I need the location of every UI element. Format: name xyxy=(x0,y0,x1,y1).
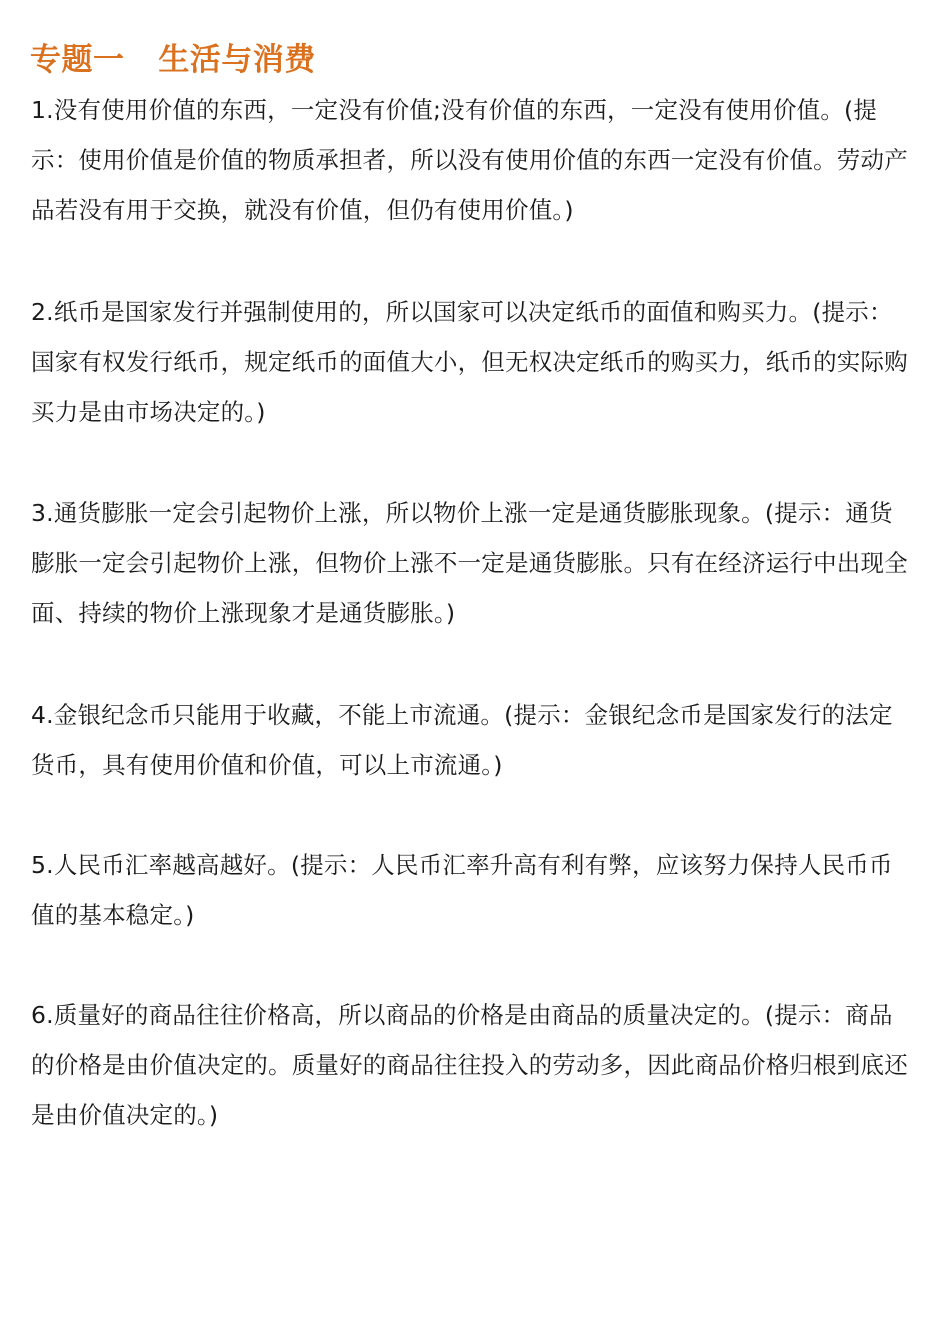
question-item-6: 6.质量好的商品往往价格高，所以商品的价格是由商品的质量决定的。(提示：商品的价格是由价值决定的。质量好的商品往往投入的劳动多，因此商品价格归根到底还是由价值决定的。) xyxy=(31,1001,908,1129)
question-item-3: 3.通货膨胀一定会引起物价上涨，所以物价上涨一定是通货膨胀现象。(提示：通货膨胀一定会引起物价上涨，但物价上涨不一定是通货膨胀。只有在经济运行中出现全面、持续的物价上涨现象才是通货膨胀。) xyxy=(31,499,908,627)
question-item-5: 5.人民币汇率越高越好。(提示：人民币汇率升高有利有弊，应该努力保持人民币币值的基本稳定。) xyxy=(31,851,893,929)
section-title: 专题一 生活与消费 xyxy=(30,42,316,78)
question-item-2: 2.纸币是国家发行并强制使用的，所以国家可以决定纸币的面值和购买力。(提示：国家有权发行纸币，规定纸币的面值大小，但无权决定纸币的购买力，纸币的实际购买力是由市场决定的。) xyxy=(31,298,908,426)
question-item-4: 4.金银纪念币只能用于收藏，不能上市流通。(提示：金银纪念币是国家发行的法定货币，具有使用价值和价值，可以上市流通。) xyxy=(31,701,893,779)
question-item-1: 1.没有使用价值的东西，一定没有价值;没有价值的东西，一定没有使用价值。(提示：使用价值是价值的物质承担者，所以没有使用价值的东西一定没有价值。劳动产品若没有用于交换，就没有价值，但仍有使用价值。) xyxy=(31,96,908,224)
